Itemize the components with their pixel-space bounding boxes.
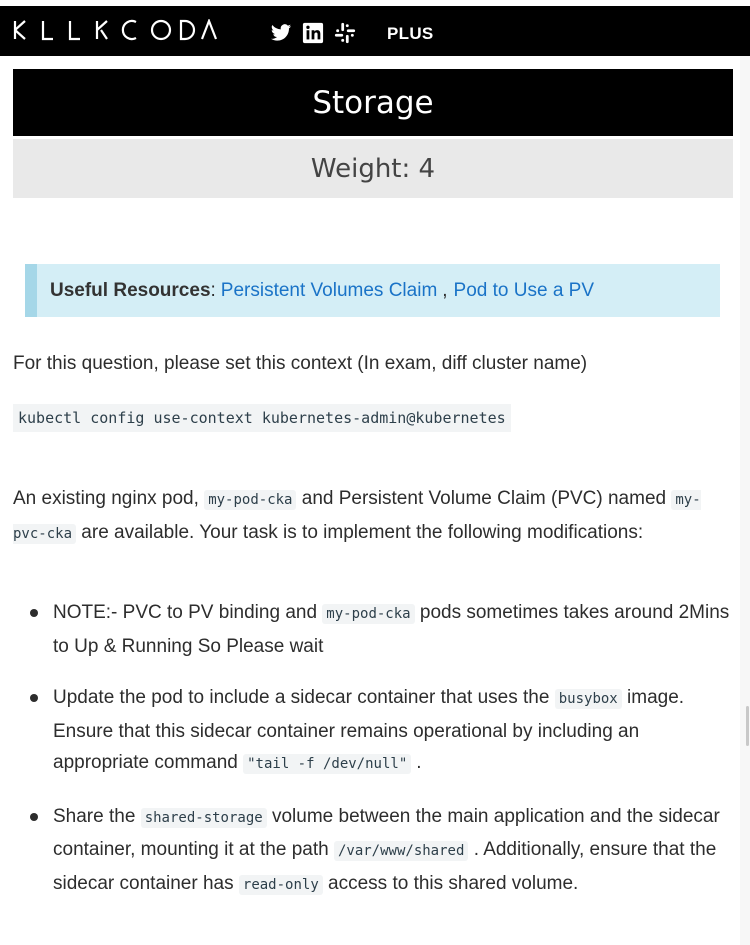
context-command[interactable]: kubectl config use-context kubernetes-admin@kubernetes — [13, 404, 511, 432]
task-description — [13, 483, 725, 550]
list-item — [13, 597, 733, 662]
slack-icon[interactable] — [334, 22, 356, 44]
killercoda-logo[interactable] — [13, 19, 218, 46]
weight-label: Weight: 4 — [13, 139, 733, 198]
tail-command-code: "tail -f /dev/null" — [243, 754, 411, 774]
persistent-volumes-claim-link[interactable]: Persistent Volumes Claim — [220, 279, 438, 301]
busybox-code: busybox — [555, 689, 622, 709]
page-title: Storage — [13, 69, 733, 136]
twitter-icon[interactable] — [270, 22, 292, 44]
task-list — [13, 597, 733, 921]
task-text-3: are available. Your task is to implement the following modifications: — [81, 521, 644, 543]
shared-storage-code: shared-storage — [141, 808, 267, 828]
mount-path-code: /var/www/shared — [334, 841, 468, 861]
bullet1-code: my-pod-cka — [322, 604, 414, 624]
social-icons — [270, 22, 356, 44]
bullet2-text-c: . — [416, 752, 422, 773]
task-text-2: and Persistent Volume Claim (PVC) named — [301, 488, 667, 509]
read-only-code: read-only — [239, 875, 323, 895]
list-item — [13, 682, 733, 781]
bullet2-text-a: Update the pod to include a sidecar container that uses the — [53, 687, 550, 708]
bullet2-text-b: image. Ensure that this sidecar container remains operational by including an appropriate command — [53, 687, 685, 773]
bullet1-text-b: pods sometimes takes around 2Mins to Up & Running So Please wait — [53, 602, 730, 657]
bullet3-text-d: access to this shared volume. — [328, 872, 579, 894]
list-item — [13, 801, 733, 902]
context-intro: For this question, please set this context (In exam, diff cluster name) — [13, 353, 588, 374]
bullet3-text-a: Share the — [53, 805, 136, 827]
resources-comma: , — [442, 279, 448, 301]
resources-separator: : — [210, 279, 216, 301]
top-navbar — [0, 6, 750, 56]
linkedin-icon[interactable] — [302, 22, 324, 44]
pod-to-use-pv-link[interactable]: Pod to Use a PV — [453, 279, 595, 301]
page-scrollbar[interactable] — [740, 56, 750, 945]
pvc-name-code: my-pvc-cka — [13, 492, 701, 542]
resources-label: Useful Resources — [50, 279, 211, 301]
scrollbar-thumb[interactable] — [746, 706, 749, 746]
pod-name-code: my-pod-cka — [204, 490, 296, 510]
plus-link[interactable]: PLUS — [387, 24, 434, 43]
useful-resources-box — [25, 264, 720, 317]
logo-wordmark — [13, 19, 218, 41]
task-text-1: An existing nginx pod, — [13, 488, 199, 509]
bullet3-text-b: volume between the main application and the sidecar container, mounting it at the path — [53, 805, 720, 860]
bullet3-text-c: . Additionally, ensure that the sidecar container has — [53, 839, 717, 894]
bullet1-text-a: NOTE:- PVC to PV binding and — [53, 602, 318, 623]
